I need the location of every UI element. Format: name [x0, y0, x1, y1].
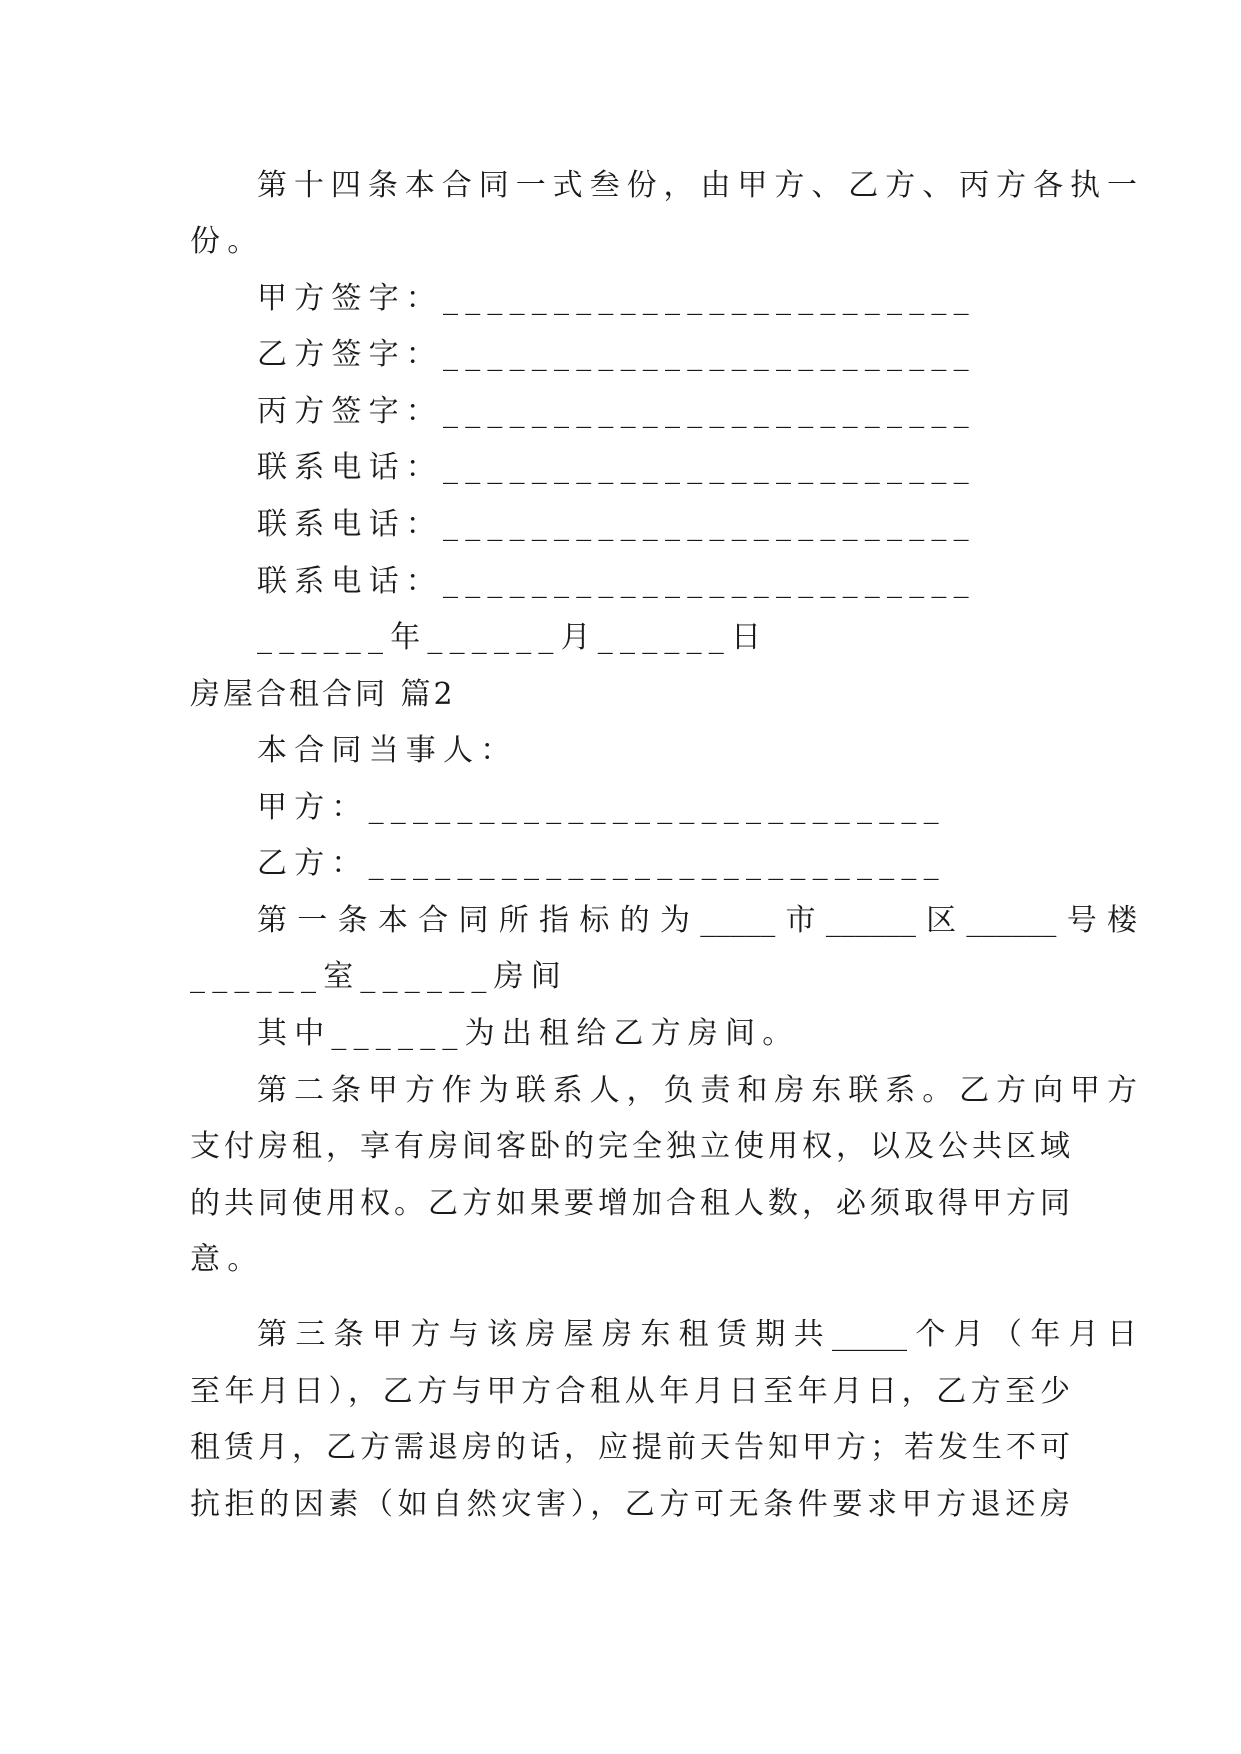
clause-3-line-1: 第三条甲方与该房屋房东租赁期共_____个月（年月日 — [257, 1317, 1137, 1352]
clause-3-line-4: 抗拒的因素（如自然灾害），乙方可无条件要求甲方退还房 — [190, 1487, 1070, 1522]
clause-14-line-2: 份。 — [190, 224, 265, 259]
party-c-signature-line: 丙方签字：________________________ — [257, 394, 976, 429]
clause-1-line-3: 其中______为出租给乙方房间。 — [257, 1016, 800, 1051]
phone-line-3: 联系电话：________________________ — [257, 564, 976, 599]
party-a-signature-line: 甲方签字：________________________ — [257, 281, 976, 316]
clause-2-line-3: 的共同使用权。乙方如果要增加合租人数，必须取得甲方同 — [190, 1186, 1070, 1221]
clause-3-line-3: 租赁月，乙方需退房的话，应提前天告知甲方；若发生不可 — [190, 1430, 1070, 1465]
date-line: ______年______月______日 — [257, 620, 769, 655]
phone-line-2: 联系电话：________________________ — [257, 507, 976, 542]
clause-2-line-1: 第二条甲方作为联系人，负责和房东联系。乙方向甲方 — [257, 1073, 1137, 1108]
phone-line-1: 联系电话：________________________ — [257, 450, 976, 485]
party-b-line: 乙方：__________________________ — [257, 846, 946, 881]
clause-2-line-2: 支付房租，享有房间客卧的完全独立使用权，以及公共区域 — [190, 1129, 1070, 1164]
clause-14-line-1: 第十四条本合同一式叁份，由甲方、乙方、丙方各执一 — [257, 168, 1137, 203]
clause-1-line-2: ______室______房间 — [190, 959, 568, 994]
clause-3-line-2: 至年月日），乙方与甲方合租从年月日至年月日，乙方至少 — [190, 1374, 1070, 1409]
party-a-line: 甲方：__________________________ — [257, 790, 946, 825]
clause-1-line-1: 第一条本合同所指标的为_____市______区______号楼 — [257, 903, 1137, 938]
clause-2-line-4: 意。 — [190, 1242, 265, 1277]
section-heading: 房屋合租合同 篇2 — [190, 677, 456, 712]
party-b-signature-line: 乙方签字：________________________ — [257, 337, 976, 372]
parties-intro: 本合同当事人： — [257, 733, 518, 768]
